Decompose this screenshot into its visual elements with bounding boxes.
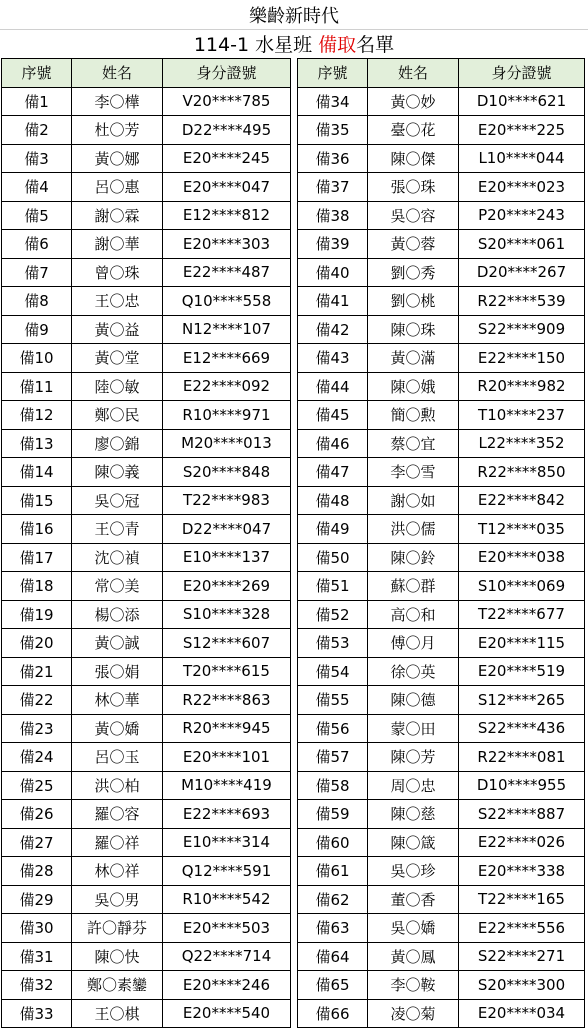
cell-id: E22****487 — [163, 258, 291, 287]
table-row — [2, 486, 291, 515]
cell-seq: 備21 — [2, 657, 72, 686]
cell-seq: 備57 — [298, 743, 368, 772]
cell-id: E22****150 — [459, 344, 585, 373]
cell-name: 鄭〇素鑾 — [72, 971, 163, 1000]
roster-table-left — [1, 58, 291, 1028]
table-header-row — [298, 59, 585, 88]
table-row — [298, 914, 585, 943]
cell-seq: 備40 — [298, 258, 368, 287]
cell-id: E20****519 — [459, 657, 585, 686]
cell-id: T22****165 — [459, 885, 585, 914]
cell-seq: 備65 — [298, 971, 368, 1000]
cell-id: S12****265 — [459, 686, 585, 715]
table-row — [298, 287, 585, 316]
cell-seq: 備3 — [2, 144, 72, 173]
cell-seq: 備27 — [2, 828, 72, 857]
table-row — [298, 429, 585, 458]
header-id: 身分證號 — [459, 59, 585, 88]
cell-seq: 備26 — [2, 800, 72, 829]
cell-id: E20****245 — [163, 144, 291, 173]
table-row — [298, 87, 585, 116]
table-row — [2, 714, 291, 743]
cell-name: 吳〇嬌 — [368, 914, 459, 943]
table-row — [2, 600, 291, 629]
cell-id: V20****785 — [163, 87, 291, 116]
cell-id: E20****225 — [459, 116, 585, 145]
cell-seq: 備53 — [298, 629, 368, 658]
table-row — [298, 857, 585, 886]
cell-name: 王〇青 — [72, 515, 163, 544]
cell-name: 臺〇花 — [368, 116, 459, 145]
cell-seq: 備59 — [298, 800, 368, 829]
cell-name: 董〇香 — [368, 885, 459, 914]
table-row — [2, 572, 291, 601]
cell-name: 陳〇義 — [72, 458, 163, 487]
cell-name: 陳〇箴 — [368, 828, 459, 857]
table-row — [298, 942, 585, 971]
cell-seq: 備47 — [298, 458, 368, 487]
cell-id: S22****887 — [459, 800, 585, 829]
cell-seq: 備2 — [2, 116, 72, 145]
table-row — [2, 999, 291, 1028]
cell-seq: 備8 — [2, 287, 72, 316]
cell-name: 黃〇妙 — [368, 87, 459, 116]
table-row — [2, 857, 291, 886]
cell-seq: 備11 — [2, 372, 72, 401]
cell-seq: 備13 — [2, 429, 72, 458]
cell-seq: 備12 — [2, 401, 72, 430]
cell-name: 陳〇傑 — [368, 144, 459, 173]
cell-id: R22****850 — [459, 458, 585, 487]
table-row — [298, 771, 585, 800]
cell-seq: 備45 — [298, 401, 368, 430]
cell-seq: 備55 — [298, 686, 368, 715]
cell-seq: 備7 — [2, 258, 72, 287]
cell-id: Q10****558 — [163, 287, 291, 316]
table-row — [298, 543, 585, 572]
cell-id: T22****983 — [163, 486, 291, 515]
table-row — [298, 372, 585, 401]
cell-name: 許〇靜芬 — [72, 914, 163, 943]
cell-name: 王〇棋 — [72, 999, 163, 1028]
cell-seq: 備37 — [298, 173, 368, 202]
sheet-subtitle — [0, 29, 588, 57]
cell-name: 凌〇菊 — [368, 999, 459, 1028]
cell-seq: 備61 — [298, 857, 368, 886]
table-row — [298, 885, 585, 914]
cell-seq: 備64 — [298, 942, 368, 971]
table-row — [298, 743, 585, 772]
table-row — [2, 401, 291, 430]
table-row — [298, 401, 585, 430]
cell-id: E12****812 — [163, 201, 291, 230]
table-row — [2, 771, 291, 800]
cell-seq: 備14 — [2, 458, 72, 487]
cell-id: E20****303 — [163, 230, 291, 259]
cell-name: 吳〇容 — [368, 201, 459, 230]
cell-name: 楊〇添 — [72, 600, 163, 629]
cell-seq: 備43 — [298, 344, 368, 373]
cell-seq: 備39 — [298, 230, 368, 259]
cell-name: 陳〇芳 — [368, 743, 459, 772]
cell-id: L10****044 — [459, 144, 585, 173]
cell-id: Q22****714 — [163, 942, 291, 971]
table-row — [2, 743, 291, 772]
subtitle-suffix: 名單 — [356, 33, 395, 56]
table-row — [2, 344, 291, 373]
table-row — [298, 657, 585, 686]
cell-id: E10****137 — [163, 543, 291, 572]
cell-name: 黃〇堂 — [72, 344, 163, 373]
table-row — [298, 800, 585, 829]
cell-id: R20****945 — [163, 714, 291, 743]
table-row — [2, 173, 291, 202]
cell-name: 張〇珠 — [368, 173, 459, 202]
cell-id: S10****069 — [459, 572, 585, 601]
cell-id: T12****035 — [459, 515, 585, 544]
cell-id: E20****269 — [163, 572, 291, 601]
cell-id: S10****328 — [163, 600, 291, 629]
cell-id: R22****863 — [163, 686, 291, 715]
cell-id: Q12****591 — [163, 857, 291, 886]
cell-name: 謝〇如 — [368, 486, 459, 515]
table-row — [298, 686, 585, 715]
cell-id: T20****615 — [163, 657, 291, 686]
cell-name: 洪〇儒 — [368, 515, 459, 544]
cell-name: 黃〇益 — [72, 315, 163, 344]
table-row — [2, 800, 291, 829]
cell-seq: 備10 — [2, 344, 72, 373]
cell-id: E20****503 — [163, 914, 291, 943]
cell-name: 周〇忠 — [368, 771, 459, 800]
cell-id: E22****556 — [459, 914, 585, 943]
table-row — [2, 116, 291, 145]
cell-name: 陳〇慈 — [368, 800, 459, 829]
cell-name: 陳〇快 — [72, 942, 163, 971]
cell-id: T10****237 — [459, 401, 585, 430]
table-row — [298, 344, 585, 373]
cell-id: M20****013 — [163, 429, 291, 458]
cell-name: 劉〇桃 — [368, 287, 459, 316]
cell-id: E22****842 — [459, 486, 585, 515]
cell-seq: 備28 — [2, 857, 72, 886]
cell-id: E20****115 — [459, 629, 585, 658]
cell-seq: 備35 — [298, 116, 368, 145]
table-row — [298, 999, 585, 1028]
cell-seq: 備15 — [2, 486, 72, 515]
cell-name: 蒙〇田 — [368, 714, 459, 743]
cell-name: 高〇和 — [368, 600, 459, 629]
cell-id: R20****982 — [459, 372, 585, 401]
cell-seq: 備19 — [2, 600, 72, 629]
cell-id: E20****047 — [163, 173, 291, 202]
cell-seq: 備63 — [298, 914, 368, 943]
cell-name: 謝〇華 — [72, 230, 163, 259]
cell-id: S20****300 — [459, 971, 585, 1000]
table-row — [2, 914, 291, 943]
cell-seq: 備44 — [298, 372, 368, 401]
cell-name: 李〇鞍 — [368, 971, 459, 1000]
cell-name: 鄭〇民 — [72, 401, 163, 430]
cell-name: 徐〇英 — [368, 657, 459, 686]
cell-name: 洪〇柏 — [72, 771, 163, 800]
cell-id: E20****246 — [163, 971, 291, 1000]
header-name: 姓名 — [368, 59, 459, 88]
cell-name: 陳〇鈴 — [368, 543, 459, 572]
cell-id: S20****848 — [163, 458, 291, 487]
cell-id: R22****081 — [459, 743, 585, 772]
sheet-title — [0, 0, 588, 30]
cell-seq: 備66 — [298, 999, 368, 1028]
table-row — [2, 629, 291, 658]
cell-name: 陳〇娥 — [368, 372, 459, 401]
table-row — [298, 486, 585, 515]
table-row — [298, 600, 585, 629]
cell-name: 李〇雪 — [368, 458, 459, 487]
cell-id: M10****419 — [163, 771, 291, 800]
cell-seq: 備48 — [298, 486, 368, 515]
cell-id: S20****061 — [459, 230, 585, 259]
cell-seq: 備56 — [298, 714, 368, 743]
table-row — [298, 828, 585, 857]
cell-seq: 備20 — [2, 629, 72, 658]
cell-id: R22****539 — [459, 287, 585, 316]
table-row — [2, 971, 291, 1000]
cell-seq: 備23 — [2, 714, 72, 743]
cell-name: 蔡〇宜 — [368, 429, 459, 458]
cell-id: E20****034 — [459, 999, 585, 1028]
cell-name: 沈〇禎 — [72, 543, 163, 572]
cell-seq: 備24 — [2, 743, 72, 772]
cell-id: D20****267 — [459, 258, 585, 287]
cell-seq: 備25 — [2, 771, 72, 800]
cell-name: 劉〇秀 — [368, 258, 459, 287]
cell-id: R10****971 — [163, 401, 291, 430]
header-seq: 序號 — [2, 59, 72, 88]
cell-id: E22****092 — [163, 372, 291, 401]
cell-seq: 備46 — [298, 429, 368, 458]
cell-seq: 備32 — [2, 971, 72, 1000]
cell-name: 曾〇珠 — [72, 258, 163, 287]
cell-name: 李〇樺 — [72, 87, 163, 116]
cell-seq: 備6 — [2, 230, 72, 259]
cell-seq: 備16 — [2, 515, 72, 544]
cell-seq: 備42 — [298, 315, 368, 344]
cell-name: 林〇祥 — [72, 857, 163, 886]
cell-name: 傅〇月 — [368, 629, 459, 658]
cell-name: 黃〇誠 — [72, 629, 163, 658]
table-row — [2, 942, 291, 971]
cell-seq: 備1 — [2, 87, 72, 116]
table-row — [298, 458, 585, 487]
cell-name: 黃〇娜 — [72, 144, 163, 173]
table-row — [298, 173, 585, 202]
cell-name: 呂〇惠 — [72, 173, 163, 202]
table-row — [2, 515, 291, 544]
cell-name: 王〇忠 — [72, 287, 163, 316]
cell-seq: 備54 — [298, 657, 368, 686]
cell-name: 吳〇男 — [72, 885, 163, 914]
cell-seq: 備29 — [2, 885, 72, 914]
cell-name: 張〇娟 — [72, 657, 163, 686]
table-row — [298, 315, 585, 344]
cell-id: E22****693 — [163, 800, 291, 829]
subtitle-highlight: 備取 — [318, 33, 357, 56]
cell-id: R10****542 — [163, 885, 291, 914]
cell-name: 謝〇霖 — [72, 201, 163, 230]
cell-id: E20****540 — [163, 999, 291, 1028]
cell-id: E20****023 — [459, 173, 585, 202]
cell-name: 黃〇嬌 — [72, 714, 163, 743]
title-text: 樂齡新時代 — [249, 5, 339, 27]
table-row — [298, 515, 585, 544]
cell-seq: 備51 — [298, 572, 368, 601]
cell-id: N12****107 — [163, 315, 291, 344]
cell-name: 林〇華 — [72, 686, 163, 715]
table-row — [2, 201, 291, 230]
table-row — [2, 429, 291, 458]
subtitle-prefix: 114-1 水星班 — [193, 33, 319, 56]
table-row — [2, 315, 291, 344]
cell-seq: 備9 — [2, 315, 72, 344]
header-name: 姓名 — [72, 59, 163, 88]
cell-seq: 備4 — [2, 173, 72, 202]
cell-id: T22****677 — [459, 600, 585, 629]
cell-seq: 備52 — [298, 600, 368, 629]
table-row — [298, 572, 585, 601]
table-row — [298, 201, 585, 230]
cell-name: 羅〇容 — [72, 800, 163, 829]
cell-seq: 備17 — [2, 543, 72, 572]
roster-table-right — [297, 58, 585, 1028]
cell-seq: 備33 — [2, 999, 72, 1028]
cell-seq: 備62 — [298, 885, 368, 914]
cell-seq: 備58 — [298, 771, 368, 800]
table-row — [2, 458, 291, 487]
cell-name: 羅〇祥 — [72, 828, 163, 857]
cell-seq: 備22 — [2, 686, 72, 715]
cell-name: 杜〇芳 — [72, 116, 163, 145]
cell-name: 常〇美 — [72, 572, 163, 601]
cell-id: D22****047 — [163, 515, 291, 544]
table-row — [2, 287, 291, 316]
cell-seq: 備5 — [2, 201, 72, 230]
cell-name: 蘇〇群 — [368, 572, 459, 601]
table-row — [2, 87, 291, 116]
cell-name: 黃〇蓉 — [368, 230, 459, 259]
cell-id: E12****669 — [163, 344, 291, 373]
cell-id: E10****314 — [163, 828, 291, 857]
cell-name: 黃〇鳳 — [368, 942, 459, 971]
table-row — [2, 543, 291, 572]
cell-seq: 備18 — [2, 572, 72, 601]
cell-id: E20****038 — [459, 543, 585, 572]
table-row — [2, 230, 291, 259]
table-row — [2, 686, 291, 715]
cell-seq: 備31 — [2, 942, 72, 971]
cell-name: 陳〇德 — [368, 686, 459, 715]
cell-name: 吳〇冠 — [72, 486, 163, 515]
cell-seq: 備60 — [298, 828, 368, 857]
table-row — [2, 657, 291, 686]
cell-id: S22****436 — [459, 714, 585, 743]
table-row — [2, 828, 291, 857]
cell-id: D10****955 — [459, 771, 585, 800]
table-row — [298, 971, 585, 1000]
cell-name: 黃〇滿 — [368, 344, 459, 373]
cell-id: S12****607 — [163, 629, 291, 658]
table-row — [298, 144, 585, 173]
cell-id: E20****101 — [163, 743, 291, 772]
cell-seq: 備34 — [298, 87, 368, 116]
cell-name: 廖〇錦 — [72, 429, 163, 458]
header-seq: 序號 — [298, 59, 368, 88]
cell-name: 吳〇珍 — [368, 857, 459, 886]
cell-name: 簡〇勲 — [368, 401, 459, 430]
cell-id: L22****352 — [459, 429, 585, 458]
table-row — [2, 372, 291, 401]
cell-seq: 備49 — [298, 515, 368, 544]
cell-name: 呂〇玉 — [72, 743, 163, 772]
table-row — [2, 885, 291, 914]
table-header-row — [2, 59, 291, 88]
table-row — [298, 116, 585, 145]
header-id: 身分證號 — [163, 59, 291, 88]
cell-name: 陸〇敏 — [72, 372, 163, 401]
cell-id: E22****026 — [459, 828, 585, 857]
table-row — [2, 144, 291, 173]
table-row — [298, 230, 585, 259]
cell-seq: 備38 — [298, 201, 368, 230]
cell-id: S22****909 — [459, 315, 585, 344]
table-row — [2, 258, 291, 287]
table-row — [298, 714, 585, 743]
table-row — [298, 258, 585, 287]
cell-seq: 備36 — [298, 144, 368, 173]
cell-id: D10****621 — [459, 87, 585, 116]
cell-id: E20****338 — [459, 857, 585, 886]
table-row — [298, 629, 585, 658]
cell-id: S22****271 — [459, 942, 585, 971]
cell-seq: 備50 — [298, 543, 368, 572]
cell-seq: 備41 — [298, 287, 368, 316]
cell-name: 陳〇珠 — [368, 315, 459, 344]
cell-seq: 備30 — [2, 914, 72, 943]
cell-id: P20****243 — [459, 201, 585, 230]
cell-id: D22****495 — [163, 116, 291, 145]
